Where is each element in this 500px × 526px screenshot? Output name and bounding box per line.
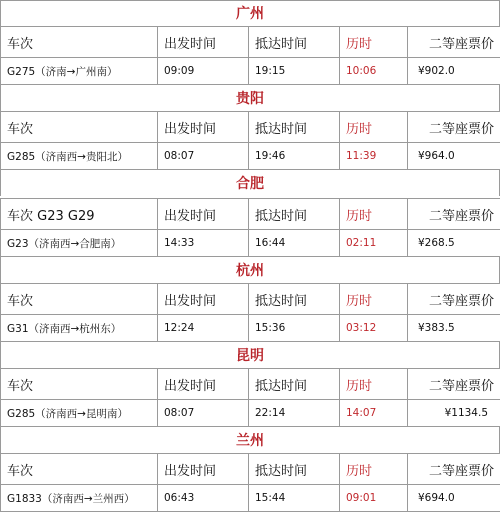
price-cell: ¥694.0 (408, 485, 500, 512)
city-heading: 合肥 (0, 170, 500, 196)
city-heading: 昆明 (0, 342, 500, 368)
route-table (0, 198, 500, 257)
city-section (0, 342, 500, 427)
price-cell: ¥268.5 (408, 230, 500, 257)
arrive-column-header: 抵达时间 (249, 369, 340, 400)
route-table (0, 283, 500, 342)
arrive-cell: 15:36 (249, 315, 340, 342)
city-section (0, 257, 500, 342)
price-cell: ¥902.0 (408, 58, 500, 85)
depart-column-header: 出发时间 (158, 199, 249, 230)
depart-cell: 08:07 (158, 143, 249, 170)
table-row (1, 315, 500, 342)
price-column-header: 二等座票价 (408, 27, 500, 58)
train-cell: G1833（济南西→兰州西） (1, 485, 158, 512)
duration-column-header: 历时 (340, 454, 408, 485)
table-header-row (1, 112, 500, 143)
depart-column-header: 出发时间 (158, 284, 249, 315)
table-header-row (1, 27, 500, 58)
city-heading: 兰州 (0, 427, 500, 453)
train-column-header: 车次 (1, 27, 158, 58)
train-cell: G285（济南西→昆明南） (1, 400, 158, 427)
table-row (1, 400, 500, 427)
table-header-row (1, 199, 500, 230)
depart-column-header: 出发时间 (158, 27, 249, 58)
city-section (0, 0, 500, 85)
city-section (0, 427, 500, 512)
route-table (0, 453, 500, 512)
route-table (0, 368, 500, 427)
price-column-header: 二等座票价 (408, 454, 500, 485)
price-cell: ¥383.5 (408, 315, 500, 342)
price-column-header: 二等座票价 (408, 369, 500, 400)
train-cell: G285（济南西→贵阳北） (1, 143, 158, 170)
depart-cell: 09:09 (158, 58, 249, 85)
table-header-row (1, 284, 500, 315)
arrive-column-header: 抵达时间 (249, 454, 340, 485)
duration-column-header: 历时 (340, 199, 408, 230)
city-heading: 贵阳 (0, 85, 500, 111)
arrive-cell: 22:14 (249, 400, 340, 427)
arrive-cell: 16:44 (249, 230, 340, 257)
city-heading: 广州 (0, 0, 500, 26)
train-cell: G275（济南→广州南） (1, 58, 158, 85)
train-column-header: 车次 G23 G29 (1, 199, 158, 230)
arrive-cell: 19:46 (249, 143, 340, 170)
duration-cell: 02:11 (340, 230, 408, 257)
duration-cell: 09:01 (340, 485, 408, 512)
train-column-header: 车次 (1, 112, 158, 143)
depart-cell: 06:43 (158, 485, 249, 512)
table-header-row (1, 454, 500, 485)
route-table (0, 111, 500, 170)
table-row (1, 230, 500, 257)
table-row (1, 143, 500, 170)
duration-cell: 14:07 (340, 400, 408, 427)
duration-cell: 03:12 (340, 315, 408, 342)
price-column-header: 二等座票价 (408, 112, 500, 143)
train-column-header: 车次 (1, 369, 158, 400)
city-section (0, 85, 500, 170)
city-section (0, 170, 500, 257)
city-heading: 杭州 (0, 257, 500, 283)
depart-cell: 14:33 (158, 230, 249, 257)
train-cell: G31（济南西→杭州东） (1, 315, 158, 342)
depart-cell: 12:24 (158, 315, 249, 342)
duration-cell: 10:06 (340, 58, 408, 85)
price-column-header: 二等座票价 (408, 284, 500, 315)
depart-cell: 08:07 (158, 400, 249, 427)
train-column-header: 车次 (1, 454, 158, 485)
arrive-column-header: 抵达时间 (249, 112, 340, 143)
duration-column-header: 历时 (340, 112, 408, 143)
arrive-column-header: 抵达时间 (249, 284, 340, 315)
depart-column-header: 出发时间 (158, 112, 249, 143)
arrive-cell: 19:15 (249, 58, 340, 85)
arrive-column-header: 抵达时间 (249, 27, 340, 58)
train-cell: G23（济南西→合肥南） (1, 230, 158, 257)
duration-column-header: 历时 (340, 27, 408, 58)
price-cell: ¥1134.5 (408, 400, 500, 427)
table-row (1, 58, 500, 85)
arrive-column-header: 抵达时间 (249, 199, 340, 230)
price-column-header: 二等座票价 (408, 199, 500, 230)
duration-column-header: 历时 (340, 369, 408, 400)
depart-column-header: 出发时间 (158, 454, 249, 485)
price-cell: ¥964.0 (408, 143, 500, 170)
train-column-header: 车次 (1, 284, 158, 315)
arrive-cell: 15:44 (249, 485, 340, 512)
route-table (0, 26, 500, 85)
depart-column-header: 出发时间 (158, 369, 249, 400)
table-header-row (1, 369, 500, 400)
duration-cell: 11:39 (340, 143, 408, 170)
duration-column-header: 历时 (340, 284, 408, 315)
table-row (1, 485, 500, 512)
